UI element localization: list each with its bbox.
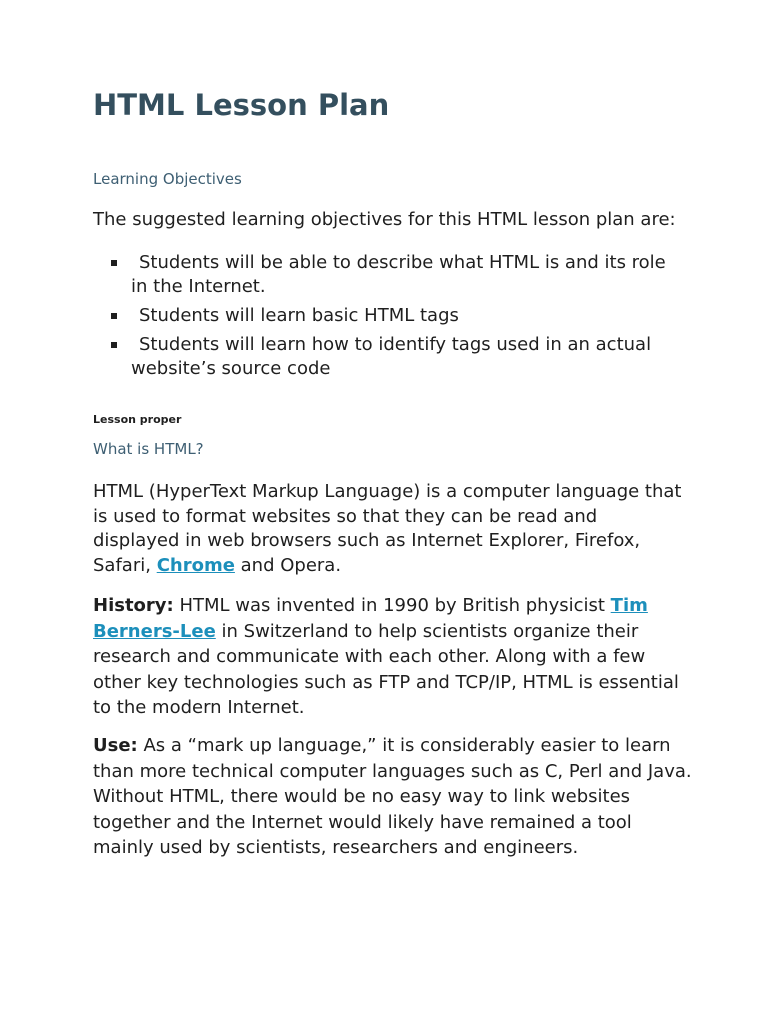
- list-item: [93, 251, 683, 299]
- objectives-heading: Learning Objectives: [93, 170, 242, 188]
- page-title: HTML Lesson Plan: [93, 88, 390, 122]
- square-bullet-icon: [111, 313, 117, 319]
- chrome-link[interactable]: Chrome: [156, 554, 235, 576]
- history-label: History:: [93, 595, 174, 616]
- definition-text-end: and Opera.: [240, 554, 342, 576]
- objectives-list: [93, 251, 683, 386]
- square-bullet-icon: [111, 342, 117, 348]
- what-is-html-heading: What is HTML?: [93, 440, 204, 458]
- history-text-end: in Switzerland to help scientists organize their research and communicate with each other. Along with a few other key technologies such as FTP and TCP/IP, HTML is essential to the modern Internet.: [93, 620, 679, 718]
- history-paragraph: [93, 593, 683, 721]
- objective-text: Students will learn basic HTML tags: [139, 305, 459, 326]
- use-text: As a “mark up language,” it is considerably easier to learn than more technical computer languages such as C, Perl and Java. Without HTML, there would be no easy way to link websites together and the Internet would likely have remained a tool mainly used by scientists, researchers and engineers.: [93, 735, 692, 858]
- history-text: HTML was invented in 1990 by British physicist: [179, 595, 605, 616]
- square-bullet-icon: [111, 260, 117, 266]
- tim-berners-lee-link[interactable]: Tim Berners-Lee: [93, 595, 648, 642]
- use-label: Use:: [93, 735, 138, 756]
- objectives-intro: The suggested learning objectives for this HTML lesson plan are:: [93, 209, 676, 230]
- lesson-proper-label: Lesson proper: [93, 413, 182, 426]
- objective-text: Students will be able to describe what HTML is and its role in the Internet.: [131, 252, 666, 297]
- definition-paragraph: [93, 480, 683, 578]
- definition-text: HTML (HyperText Markup Language) is a computer language that is used to format websites so that they can be read and displayed in web browsers such as Internet Explorer, Firefox, Safari,: [93, 481, 682, 576]
- list-item: [93, 333, 683, 381]
- list-item: [93, 304, 683, 328]
- objective-text: Students will learn how to identify tags used in an actual website’s source code: [131, 334, 652, 379]
- use-paragraph: [93, 733, 693, 861]
